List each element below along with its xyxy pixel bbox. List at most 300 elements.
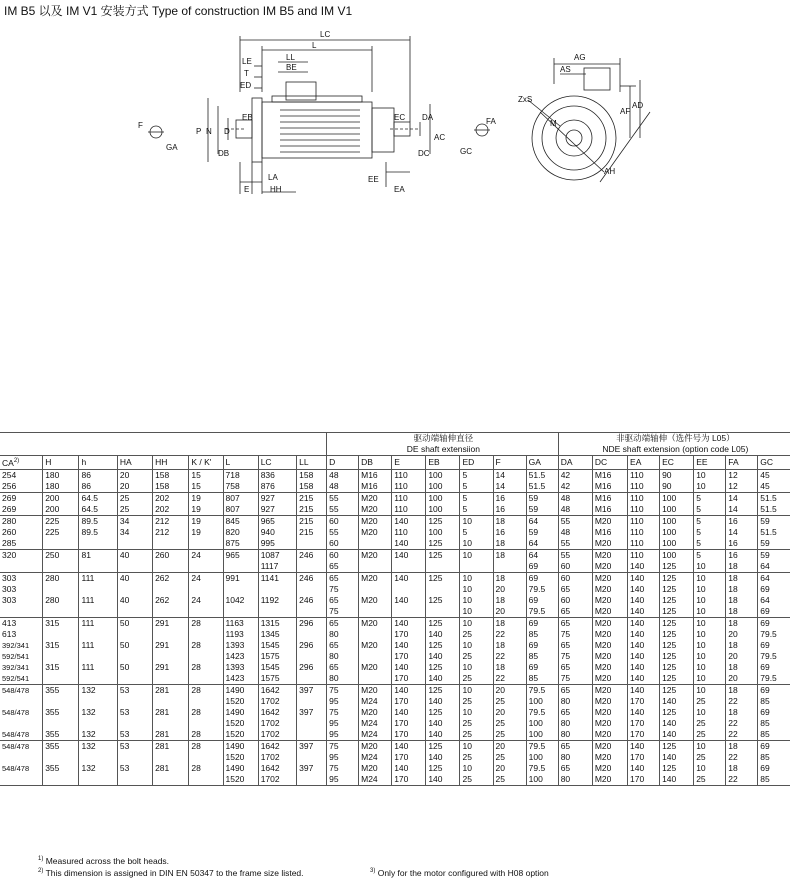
- table-cell: [117, 629, 152, 640]
- table-cell: [189, 651, 223, 662]
- nde-header-en: NDE shaft extension (option code L05): [558, 444, 790, 456]
- table-cell: 140: [392, 662, 426, 673]
- table-cell: 125: [426, 572, 460, 584]
- table-cell: 75: [327, 606, 359, 618]
- table-cell: 25: [493, 752, 526, 763]
- table-cell: 250: [43, 549, 79, 561]
- table-cell: 20: [726, 651, 758, 662]
- column-header: DB: [359, 456, 392, 470]
- table-cell: 125: [426, 740, 460, 752]
- table-cell: 995: [258, 538, 296, 550]
- table-cell: 200: [43, 504, 79, 516]
- table-cell: [43, 774, 79, 786]
- table-cell: 28: [189, 662, 223, 673]
- table-cell: 25: [694, 729, 726, 741]
- table-cell: 140: [392, 572, 426, 584]
- table-cell: 110: [392, 481, 426, 493]
- table-cell: [79, 718, 117, 729]
- dim-zs: ZxS: [518, 95, 533, 104]
- footnote-3: [370, 868, 549, 878]
- table-cell: 50: [117, 662, 152, 673]
- table-cell: 10: [694, 481, 726, 493]
- dim-ga: GA: [166, 143, 178, 152]
- table-cell: [43, 696, 79, 707]
- table-cell: 170: [628, 752, 660, 763]
- table-cell: 28: [189, 707, 223, 718]
- table-cell: 59: [526, 527, 558, 538]
- table-cell: 1163: [223, 617, 258, 629]
- table-cell: [117, 774, 152, 786]
- table-cell: [43, 673, 79, 685]
- table-cell: 19: [189, 492, 223, 504]
- table-cell: 20: [493, 606, 526, 618]
- table-cell: 90: [660, 469, 694, 481]
- column-header: DA: [558, 456, 592, 470]
- table-cell: [153, 629, 189, 640]
- table-cell: 140: [426, 651, 460, 662]
- table-cell: 28: [189, 684, 223, 696]
- table-cell: M16: [592, 492, 627, 504]
- table-row: [0, 572, 790, 584]
- table-cell: 100: [426, 492, 460, 504]
- table-cell: [426, 584, 460, 595]
- table-cell: 125: [660, 595, 694, 606]
- table-cell: 246: [297, 549, 327, 561]
- table-cell: [117, 538, 152, 550]
- table-cell: [79, 774, 117, 786]
- table-cell: 75: [558, 651, 592, 662]
- table-cell: 24: [189, 549, 223, 561]
- table-cell: 10: [460, 707, 493, 718]
- table-cell: 16: [726, 538, 758, 550]
- table-cell: [297, 651, 327, 662]
- table-cell: 40: [117, 549, 152, 561]
- table-cell: 1702: [258, 729, 296, 741]
- table-cell: [297, 538, 327, 550]
- table-cell: 10: [694, 684, 726, 696]
- table-cell: 180: [43, 481, 79, 493]
- table-cell: 260: [153, 549, 189, 561]
- table-cell: 110: [392, 504, 426, 516]
- column-header: EB: [426, 456, 460, 470]
- table-cell: M24: [359, 729, 392, 741]
- table-cell: 10: [460, 740, 493, 752]
- table-cell: 25: [460, 629, 493, 640]
- table-cell: 125: [660, 763, 694, 774]
- table-cell: 296: [297, 617, 327, 629]
- table-cell: 111: [79, 617, 117, 629]
- table-cell: [117, 696, 152, 707]
- table-cell: 34: [117, 515, 152, 527]
- table-cell: M20: [359, 684, 392, 696]
- table-row: [0, 584, 790, 595]
- table-cell: 125: [426, 763, 460, 774]
- table-cell: 10: [694, 469, 726, 481]
- table-cell: 18: [726, 561, 758, 573]
- table-cell: 303: [2, 572, 17, 583]
- table-cell: 22: [493, 651, 526, 662]
- table-cell: 940: [258, 527, 296, 538]
- table-cell: M20: [359, 549, 392, 561]
- table-cell: 355: [43, 707, 79, 718]
- table-cell: 280: [43, 595, 79, 606]
- table-cell: 25: [493, 696, 526, 707]
- column-header: HA: [117, 456, 152, 470]
- table-cell: 215: [297, 527, 327, 538]
- table-cell: 45: [758, 481, 790, 493]
- table-cell: 125: [660, 673, 694, 685]
- table-cell: 20: [493, 707, 526, 718]
- table-cell: 51.5: [526, 469, 558, 481]
- table-cell: 845: [223, 515, 258, 527]
- dimension-table: [0, 432, 790, 786]
- dim-le: LE: [242, 57, 252, 66]
- table-cell: 1087: [258, 549, 296, 561]
- table-cell: 355: [43, 740, 79, 752]
- column-header: EA: [628, 456, 660, 470]
- table-cell: M20: [592, 651, 627, 662]
- dim-hh: HH: [270, 185, 282, 194]
- table-cell: [359, 561, 392, 573]
- table-cell: M20: [592, 561, 627, 573]
- table-cell: 548/478: [2, 741, 30, 751]
- table-row: [0, 774, 790, 786]
- column-header: FA: [726, 456, 758, 470]
- table-cell: 125: [660, 606, 694, 618]
- table-cell: M20: [359, 572, 392, 584]
- table-cell: 51.5: [758, 527, 790, 538]
- table-cell: [0, 752, 43, 763]
- table-cell: M20: [592, 707, 627, 718]
- table-cell: [189, 606, 223, 618]
- table-cell: [189, 752, 223, 763]
- table-cell: [153, 584, 189, 595]
- table-cell: 1520: [223, 752, 258, 763]
- table-cell: 254: [2, 469, 17, 480]
- table-cell: 64.5: [79, 492, 117, 504]
- table-cell: 291: [153, 662, 189, 673]
- table-row: [0, 492, 790, 504]
- table-cell: 28: [189, 740, 223, 752]
- table-cell: [0, 606, 43, 618]
- table-cell: 19: [189, 527, 223, 538]
- table-cell: 180: [43, 469, 79, 481]
- table-cell: 51.5: [758, 504, 790, 516]
- table-row: [0, 504, 790, 516]
- table-cell: 16: [493, 504, 526, 516]
- table-cell: [0, 561, 43, 573]
- table-cell: 200: [43, 492, 79, 504]
- table-cell: 12: [726, 481, 758, 493]
- table-cell: 280: [43, 572, 79, 584]
- table-cell: 281: [153, 729, 189, 741]
- nde-header-cn: 非驱动端轴伸（选件号为 L05）: [558, 433, 790, 445]
- dim-be: BE: [286, 63, 297, 72]
- table-cell: 965: [223, 549, 258, 561]
- table-cell: 16: [726, 549, 758, 561]
- table-cell: [189, 629, 223, 640]
- table-cell: M20: [592, 595, 627, 606]
- table-cell: 10: [694, 673, 726, 685]
- table-cell: 69: [758, 684, 790, 696]
- table-cell: M20: [592, 718, 627, 729]
- table-cell: 110: [628, 515, 660, 527]
- table-cell: [43, 629, 79, 640]
- table-cell: 34: [117, 527, 152, 538]
- table-cell: 53: [117, 729, 152, 741]
- table-cell: 212: [153, 515, 189, 527]
- table-cell: [0, 718, 43, 729]
- table-cell: 55: [327, 527, 359, 538]
- table-cell: 125: [660, 684, 694, 696]
- table-cell: 53: [117, 740, 152, 752]
- column-header: GC: [758, 456, 790, 470]
- table-cell: 69: [758, 662, 790, 673]
- table-cell: 64: [526, 515, 558, 527]
- dim-n: N: [206, 127, 212, 136]
- dim-f: F: [138, 121, 143, 130]
- table-cell: 48: [327, 469, 359, 481]
- table-cell: 548/478: [2, 763, 30, 773]
- table-cell: 100: [526, 718, 558, 729]
- table-cell: 202: [153, 504, 189, 516]
- table-cell: 22: [726, 696, 758, 707]
- table-cell: M16: [359, 469, 392, 481]
- table-cell: 100: [526, 752, 558, 763]
- table-row: [0, 629, 790, 640]
- table-cell: 45: [758, 469, 790, 481]
- table-cell: 10: [694, 629, 726, 640]
- table-cell: 876: [258, 481, 296, 493]
- table-cell: 65: [327, 561, 359, 573]
- table-cell: 132: [79, 763, 117, 774]
- table-cell: 18: [726, 684, 758, 696]
- table-cell: M20: [359, 707, 392, 718]
- table-cell: M20: [359, 763, 392, 774]
- table-cell: 170: [628, 729, 660, 741]
- table-cell: [258, 606, 296, 618]
- table-cell: 10: [694, 707, 726, 718]
- dim-p: P: [196, 127, 202, 136]
- column-header: EC: [660, 456, 694, 470]
- table-cell: 170: [392, 752, 426, 763]
- table-cell: [359, 584, 392, 595]
- table-cell: M20: [359, 515, 392, 527]
- table-cell: 140: [628, 595, 660, 606]
- table-cell: 10: [694, 606, 726, 618]
- table-cell: 22: [493, 673, 526, 685]
- table-cell: 95: [327, 752, 359, 763]
- table-cell: [189, 538, 223, 550]
- table-cell: 281: [153, 684, 189, 696]
- table-cell: M20: [359, 527, 392, 538]
- table-cell: 1393: [223, 640, 258, 651]
- table-cell: 5: [694, 504, 726, 516]
- dim-db: DB: [218, 149, 230, 158]
- table-cell: 100: [426, 469, 460, 481]
- table-cell: 69: [526, 572, 558, 584]
- table-cell: 79.5: [758, 629, 790, 640]
- table-row: [0, 561, 790, 573]
- table-cell: 10: [460, 515, 493, 527]
- table-cell: 280: [2, 515, 17, 526]
- table-cell: 75: [327, 684, 359, 696]
- table-cell: 315: [43, 662, 79, 673]
- table-cell: [189, 774, 223, 786]
- table-cell: 125: [660, 651, 694, 662]
- table-cell: 140: [392, 740, 426, 752]
- table-cell: M20: [592, 629, 627, 640]
- table-row: [0, 707, 790, 718]
- table-cell: 65: [558, 584, 592, 595]
- table-cell: 65: [558, 662, 592, 673]
- table-cell: [43, 606, 79, 618]
- table-cell: 927: [258, 504, 296, 516]
- table-cell: 69: [758, 617, 790, 629]
- table-cell: 79.5: [758, 651, 790, 662]
- table-cell: 392/341: [2, 662, 30, 672]
- column-header: LL: [297, 456, 327, 470]
- table-cell: [153, 561, 189, 573]
- table-row: [0, 515, 790, 527]
- table-cell: 80: [558, 774, 592, 786]
- table-cell: [297, 774, 327, 786]
- table-cell: 413: [2, 617, 17, 628]
- table-cell: 22: [726, 774, 758, 786]
- table-cell: 90: [660, 481, 694, 493]
- footnote-2-mark: 2): [38, 868, 44, 875]
- table-cell: 592/541: [0, 673, 43, 685]
- table-cell: 25: [460, 673, 493, 685]
- table-cell: 48: [558, 527, 592, 538]
- table-cell: 140: [628, 740, 660, 752]
- table-cell: 85: [758, 774, 790, 786]
- table-cell: 25: [493, 729, 526, 741]
- table-cell: 1575: [258, 651, 296, 662]
- table-cell: [297, 696, 327, 707]
- table-cell: M24: [359, 696, 392, 707]
- table-cell: 592/541: [2, 651, 30, 661]
- table-cell: 20: [117, 469, 152, 481]
- table-cell: 18: [493, 515, 526, 527]
- table-cell: 875: [223, 538, 258, 550]
- table-cell: M20: [359, 617, 392, 629]
- table-cell: 53: [117, 763, 152, 774]
- table-cell: 85: [758, 752, 790, 763]
- table-row: [0, 469, 790, 481]
- table-cell: 10: [694, 662, 726, 673]
- table-cell: 140: [660, 718, 694, 729]
- table-cell: [297, 584, 327, 595]
- table-cell: 25: [694, 718, 726, 729]
- column-header: GA: [526, 456, 558, 470]
- table-cell: 25: [460, 774, 493, 786]
- table-cell: [223, 606, 258, 618]
- table-cell: 25: [460, 729, 493, 741]
- table-cell: 95: [327, 696, 359, 707]
- table-cell: [426, 606, 460, 618]
- table-cell: 85: [758, 696, 790, 707]
- table-cell: 1193: [223, 629, 258, 640]
- table-cell: 1042: [223, 595, 258, 606]
- de-header-cn: 驱动端轴伸直径: [327, 433, 559, 445]
- dim-ea: EA: [394, 185, 405, 194]
- table-cell: 80: [558, 729, 592, 741]
- table-cell: [117, 606, 152, 618]
- table-cell: [297, 606, 327, 618]
- table-row: [0, 481, 790, 493]
- table-cell: M20: [592, 617, 627, 629]
- table-cell: 132: [79, 740, 117, 752]
- table-row: [0, 729, 790, 741]
- table-cell: 125: [426, 684, 460, 696]
- table-cell: 53: [117, 707, 152, 718]
- dim-ll: LL: [286, 53, 295, 62]
- table-cell: 40: [117, 572, 152, 584]
- table-cell: 10: [460, 595, 493, 606]
- table-cell: 86: [79, 481, 117, 493]
- table-cell: M20: [592, 584, 627, 595]
- table-cell: 1490: [223, 707, 258, 718]
- table-cell: 75: [327, 740, 359, 752]
- table-cell: 397: [297, 707, 327, 718]
- table-cell: 158: [297, 469, 327, 481]
- table-cell: 262: [153, 595, 189, 606]
- table-cell: 170: [628, 696, 660, 707]
- table-cell: 1423: [223, 673, 258, 685]
- table-cell: 85: [526, 651, 558, 662]
- table-cell: [392, 561, 426, 573]
- dim-fa: FA: [486, 117, 496, 126]
- column-header: HH: [153, 456, 189, 470]
- table-cell: 225: [43, 515, 79, 527]
- table-cell: 125: [426, 640, 460, 651]
- table-cell: 48: [558, 504, 592, 516]
- table-cell: 18: [726, 572, 758, 584]
- table-row: [0, 740, 790, 752]
- table-cell: 392/341: [2, 640, 30, 650]
- table-cell: 140: [392, 684, 426, 696]
- table-cell: 69: [758, 707, 790, 718]
- table-cell: 10: [694, 584, 726, 595]
- footnote-3-mark: 3): [370, 868, 376, 875]
- table-cell: 22: [726, 718, 758, 729]
- table-cell: 170: [392, 629, 426, 640]
- table-cell: 140: [426, 673, 460, 685]
- table-cell: 111: [79, 595, 117, 606]
- table-cell: 355: [43, 729, 79, 741]
- table-cell: 1117: [258, 561, 296, 573]
- table-cell: 315: [43, 640, 79, 651]
- table-cell: 548/478: [2, 685, 30, 695]
- table-cell: 64: [526, 549, 558, 561]
- table-cell: 5: [460, 527, 493, 538]
- table-cell: 1345: [258, 629, 296, 640]
- table-cell: 110: [628, 549, 660, 561]
- table-cell: 80: [327, 673, 359, 685]
- table-cell: 820: [223, 527, 258, 538]
- table-cell: 1702: [258, 718, 296, 729]
- table-cell: 75: [558, 673, 592, 685]
- table-cell: 1520: [223, 774, 258, 786]
- table-cell: 10: [460, 584, 493, 595]
- table-cell: 125: [660, 740, 694, 752]
- table-cell: 65: [327, 572, 359, 584]
- table-cell: 158: [297, 481, 327, 493]
- table-cell: 65: [558, 763, 592, 774]
- table-cell: [189, 584, 223, 595]
- table-cell: 397: [297, 763, 327, 774]
